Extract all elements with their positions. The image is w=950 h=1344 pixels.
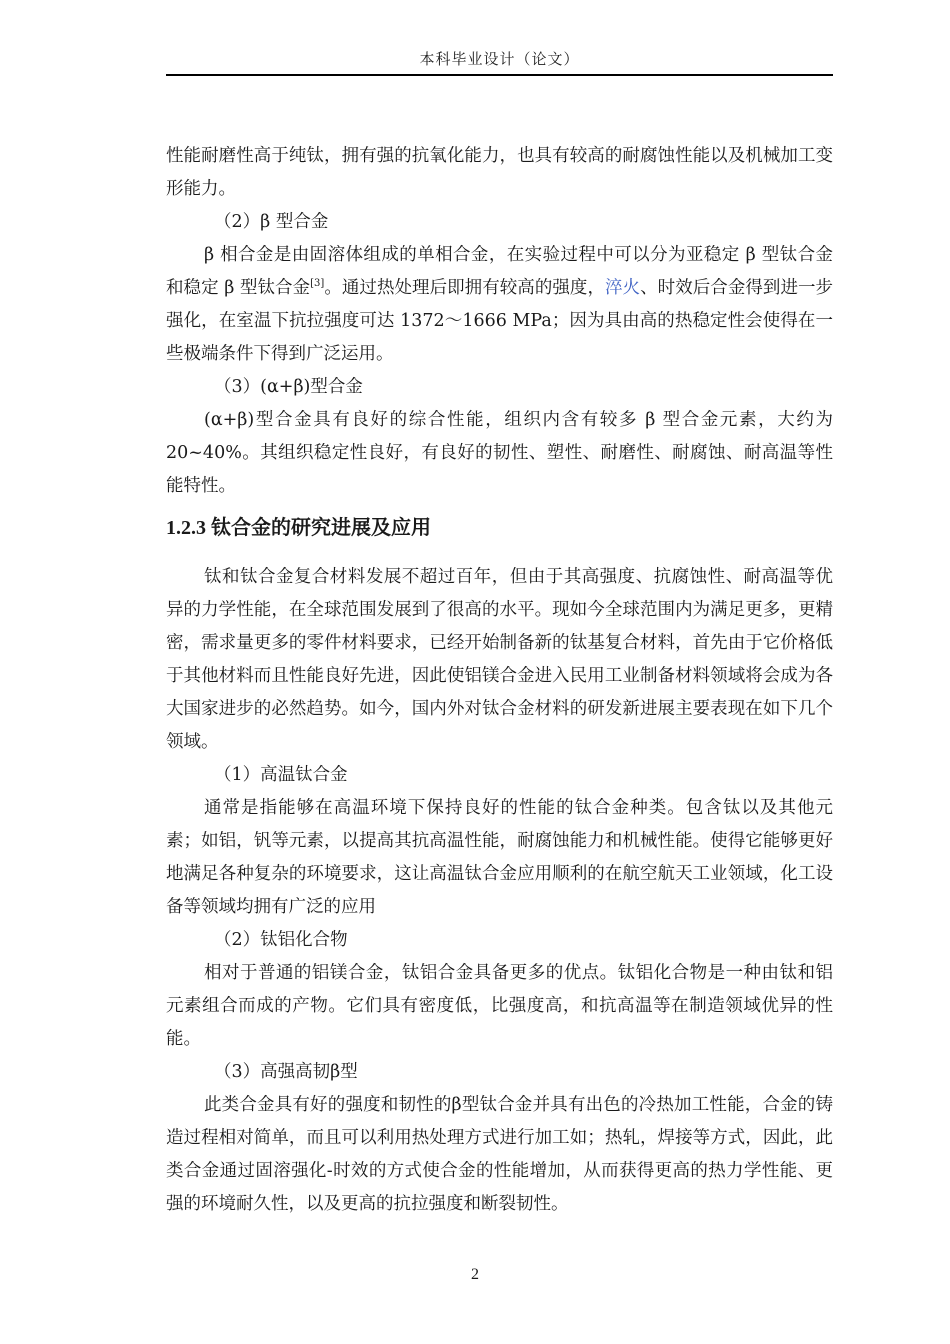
paragraph-high-temp: 通常是指能够在高温环境下保持良好的性能的钛合金种类。包含钛以及其他元素；如铝，钒等元素，以提高其抗高温性能，耐腐蚀能力和机械性能。使得它能够更好地满足各种复杂的环境要求，这让高温钛合金应用顺利的在航空航天工业领域，化工设备等领域均拥有广泛的应用 bbox=[166, 798, 833, 917]
list-item-tial: （2）钛铝化合物 bbox=[214, 930, 348, 950]
list-item-high-strength: （3）高强高韧β型 bbox=[214, 1062, 358, 1082]
list-item-high-temp: （1）高温钛合金 bbox=[214, 765, 348, 785]
list-item-beta-alloy: （2）β 型合金 bbox=[214, 212, 329, 232]
list-item-alpha-beta-alloy: （3）(α+β)型合金 bbox=[214, 377, 363, 397]
text-span: 。通过热处理后即拥有较高的强度， bbox=[324, 278, 606, 298]
paragraph-high-strength: 此类合金具有好的强度和韧性的β型钛合金并具有出色的冷热加工性能，合金的铸造过程相对简单，而且可以利用热处理方式进行加工如；热轧，焊接等方式，因此，此类合金通过固溶强化-时效的方式使合金的性能增加，从而获得更高的热力学性能、更强的环境耐久性，以及更高的抗拉强度和断裂韧性。 bbox=[166, 1095, 833, 1214]
section-heading: 1.2.3 钛合金的研究进展及应用 bbox=[166, 517, 431, 539]
paragraph-alpha-beta-alloy: (α+β)型合金具有良好的综合性能，组织内含有较多 β 型合金元素，大约为 20~40%。其组织稳定性良好，有良好的韧性、塑性、耐磨性、耐腐蚀、耐高温等性能特性。 bbox=[166, 410, 833, 496]
text-span: 、时效后合金得到进一步强化，在室温下抗拉强度可达 1372～1666 MPa；因为具由高的热稳定性会使得在一些极端条件下得到广泛运用。 bbox=[166, 278, 834, 364]
citation-ref[interactable]: [3] bbox=[310, 278, 325, 290]
header-rule bbox=[166, 74, 833, 76]
text-span: β 相合金是由固溶体组成的单相合金，在实验过程中可以分为亚稳定 β 型钛合金和稳定 β 型钛合金 bbox=[166, 245, 833, 298]
paragraph-tial: 相对于普通的铝镁合金，钛铝合金具备更多的优点。钛铝化合物是一种由钛和铝元素组合而成的产物。它们具有密度低，比强度高，和抗高温等在制造领域优异的性能。 bbox=[166, 963, 833, 1049]
document-body bbox=[166, 140, 833, 1221]
paragraph-research-progress: 钛和钛合金复合材料发展不超过百年，但由于其高强度、抗腐蚀性、耐高温等优异的力学性能，在全球范围发展到了很高的水平。现如今全球范围内为满足更多，更精密，需求量更多的零件材料要求，已经开始制备新的钛基复合材料，首先由于它价格低于其他材料而且性能良好先进，因此使铝镁合金进入民用工业制备材料领域将会成为各大国家进步的必然趋势。如今，国内外对钛合金材料的研发新进展主要表现在如下几个领域。 bbox=[166, 567, 833, 752]
quench-link[interactable]: 淬火 bbox=[605, 278, 641, 298]
page-number: 2 bbox=[471, 1266, 479, 1283]
page-header-title: 本科毕业设计（论文） bbox=[419, 50, 580, 68]
paragraph-beta-alloy bbox=[166, 239, 833, 371]
paragraph: 性能耐磨性高于纯钛，拥有强的抗氧化能力，也具有较高的耐腐蚀性能以及机械加工变形能力。 bbox=[166, 146, 833, 199]
